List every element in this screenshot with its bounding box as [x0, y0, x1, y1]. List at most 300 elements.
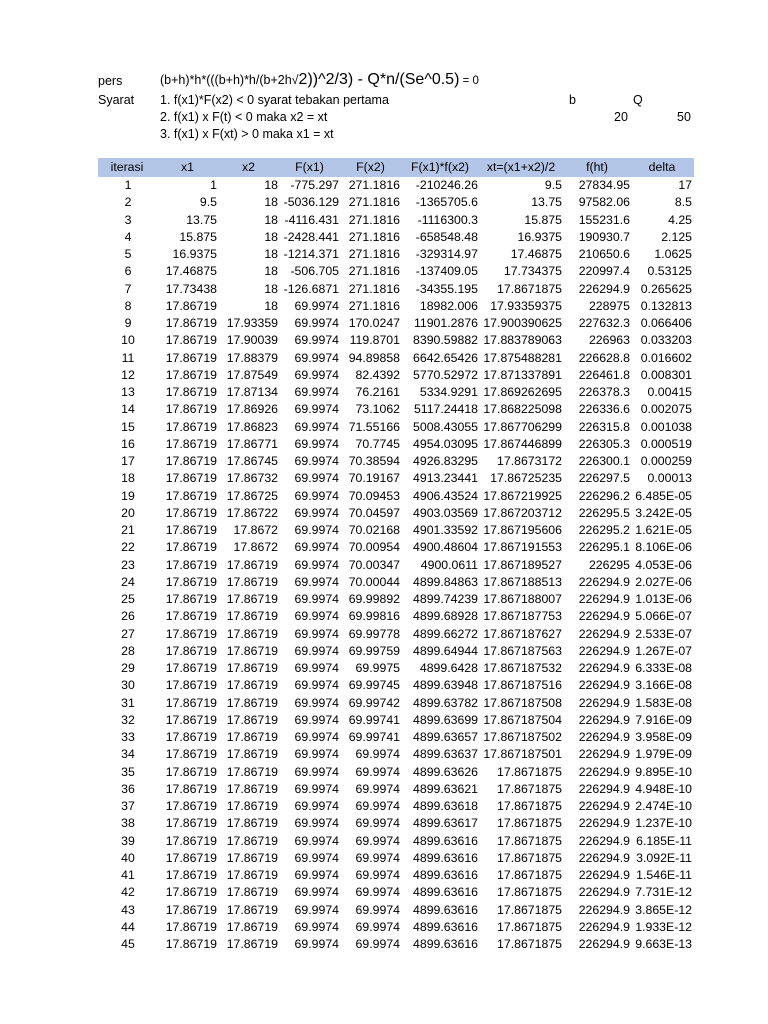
- table-cell: 17.8671875: [497, 764, 562, 779]
- pers-label: pers: [98, 74, 123, 88]
- table-cell: 17.869262695: [483, 385, 562, 400]
- table-cell: 18: [264, 264, 278, 279]
- table-row: [98, 298, 694, 315]
- table-cell: 17.86719: [165, 764, 217, 779]
- table-cell: 70.04597: [348, 505, 400, 520]
- table-row: [98, 902, 694, 919]
- table-cell: 4899.63621: [413, 781, 478, 796]
- table-row: [98, 815, 694, 832]
- table-cell: 69.9974: [355, 799, 400, 814]
- table-cell: 69.9974: [294, 695, 339, 710]
- table-cell: 17.86926: [226, 402, 278, 417]
- table-cell: 70.00347: [348, 557, 400, 572]
- table-cell: 17.86719: [226, 902, 278, 917]
- table-cell: 226294.9: [578, 799, 630, 814]
- table-cell: 21: [121, 523, 135, 538]
- table-cell: 17.86719: [165, 592, 217, 607]
- table-cell: 17.86719: [165, 609, 217, 624]
- table-cell: 4899.63626: [413, 764, 478, 779]
- table-cell: 15.875: [179, 229, 217, 244]
- table-row: [98, 574, 694, 591]
- table-cell: 69.9974: [294, 919, 339, 934]
- table-cell: 17.87549: [226, 367, 278, 382]
- table-cell: 226294.9: [578, 281, 630, 296]
- table-row: [98, 263, 694, 280]
- table-cell: 226294.9: [578, 643, 630, 658]
- table-cell: 69.9974: [294, 540, 339, 555]
- table-row: [98, 350, 694, 367]
- table-cell: 226628.8: [578, 350, 630, 365]
- table-cell: 4899.63616: [413, 868, 478, 883]
- table-cell: 226294.9: [578, 902, 630, 917]
- table-cell: 6.333E-08: [635, 661, 692, 676]
- table-cell: 3.092E-11: [636, 850, 692, 865]
- table-cell: 17.86719: [226, 799, 278, 814]
- table-cell: 17.86719: [165, 661, 217, 676]
- table-row: [98, 919, 694, 936]
- table-cell: 42: [121, 885, 135, 900]
- table-cell: 17.86719: [165, 799, 217, 814]
- table-cell: 0.000519: [640, 436, 692, 451]
- table-row: [98, 194, 694, 211]
- table-cell: -137409.05: [415, 264, 478, 279]
- table-header-row: [98, 158, 694, 177]
- table-cell: 1.237E-10: [635, 816, 692, 831]
- table-cell: -506.705: [290, 264, 339, 279]
- table-cell: 13.75: [531, 195, 562, 210]
- table-cell: 226294.9: [578, 816, 630, 831]
- table-cell: 17.86823: [226, 419, 278, 434]
- table-cell: 17.86719: [165, 643, 217, 658]
- table-cell: 17.867188513: [483, 574, 562, 589]
- table-cell: 17.867187502: [483, 730, 562, 745]
- table-cell: 17.867706299: [483, 419, 562, 434]
- table-cell: 4899.63948: [413, 678, 478, 693]
- table-row: [98, 884, 694, 901]
- table-cell: 17.86719: [165, 730, 217, 745]
- table-row: [98, 401, 694, 418]
- table-cell: 18: [121, 471, 135, 486]
- table-cell: 1.546E-11: [636, 868, 692, 883]
- bisection-table: [98, 158, 694, 953]
- table-cell: 70.7745: [355, 436, 400, 451]
- table-cell: 17.86719: [165, 626, 217, 641]
- table-row: [98, 177, 694, 194]
- table-cell: 0.001038: [640, 419, 692, 434]
- table-cell: 4899.63616: [413, 919, 478, 934]
- table-row: [98, 643, 694, 660]
- table-row: [98, 367, 694, 384]
- table-cell: 69.9974: [355, 764, 400, 779]
- formula-part-3: = 0: [459, 75, 479, 87]
- table-cell: 17.86719: [226, 712, 278, 727]
- table-cell: 17.86719: [165, 298, 217, 313]
- table-cell: 69.99778: [348, 626, 400, 641]
- table-cell: 4899.63616: [413, 850, 478, 865]
- table-cell: 226305.3: [578, 436, 630, 451]
- table-cell: 9.895E-10: [635, 764, 692, 779]
- table-row: [98, 608, 694, 625]
- table-cell: 271.1816: [348, 178, 400, 193]
- table-cell: 17.867195606: [483, 523, 562, 538]
- table-cell: 4913.23441: [413, 471, 478, 486]
- rule-1: 1. f(x1)*F(x2) < 0 syarat tebakan pertama: [160, 93, 389, 107]
- table-cell: 27: [121, 626, 135, 641]
- table-cell: 17.86719: [226, 747, 278, 762]
- table-cell: 17.867187504: [483, 712, 562, 727]
- table-row: [98, 936, 694, 953]
- table-cell: 69.99741: [348, 730, 400, 745]
- table-cell: 17.867187627: [483, 626, 562, 641]
- table-cell: 17.86719: [226, 609, 278, 624]
- table-cell: 69.9974: [294, 471, 339, 486]
- column-header: F(x1): [280, 158, 341, 177]
- table-cell: 11: [121, 350, 135, 365]
- table-cell: 271.1816: [348, 264, 400, 279]
- table-cell: 19: [121, 488, 135, 503]
- table-cell: 70.00954: [348, 540, 400, 555]
- q-value: 50: [677, 110, 691, 124]
- table-cell: 24: [121, 574, 135, 589]
- table-cell: 32: [121, 712, 135, 727]
- table-cell: -2428.441: [283, 229, 339, 244]
- table-row: [98, 677, 694, 694]
- table-row: [98, 867, 694, 884]
- table-cell: 17.86719: [165, 367, 217, 382]
- table-cell: 226294.9: [578, 661, 630, 676]
- formula-part-2: 2))^2/3) - Q*n/(Se^0.5): [298, 71, 460, 88]
- table-cell: 17.86719: [165, 781, 217, 796]
- table-cell: 4899.63782: [413, 695, 478, 710]
- table-cell: 226294.9: [578, 695, 630, 710]
- table-cell: 3.865E-12: [635, 902, 692, 917]
- table-cell: 4900.48604: [413, 540, 478, 555]
- table-cell: 17.8671875: [497, 850, 562, 865]
- table-cell: 17.46875: [510, 247, 562, 262]
- table-cell: 17.867187532: [483, 661, 562, 676]
- table-cell: 35: [121, 764, 135, 779]
- table-cell: 10: [121, 333, 135, 348]
- table-cell: 17.867187516: [483, 678, 562, 693]
- table-cell: 17.87134: [226, 385, 278, 400]
- table-cell: 13.75: [186, 212, 217, 227]
- table-cell: 16.9375: [517, 229, 562, 244]
- column-header: x1: [158, 158, 219, 177]
- b-label: b: [569, 93, 576, 107]
- table-cell: 9.5: [199, 195, 217, 210]
- table-cell: -4116.431: [284, 212, 339, 227]
- column-header: x2: [219, 158, 280, 177]
- table-cell: 69.9974: [294, 730, 339, 745]
- table-cell: 0.066406: [640, 316, 692, 331]
- table-row: [98, 798, 694, 815]
- table-cell: 7.731E-12: [635, 885, 692, 900]
- table-cell: 6.485E-05: [635, 488, 692, 503]
- table-cell: 69.9974: [294, 609, 339, 624]
- column-header: delta: [632, 158, 694, 177]
- table-row: [98, 470, 694, 487]
- table-cell: 17.86719: [165, 436, 217, 451]
- table-cell: 69.9974: [355, 833, 400, 848]
- table-cell: 226294.9: [578, 919, 630, 934]
- table-row: [98, 384, 694, 401]
- table-cell: -775.297: [290, 178, 339, 193]
- table-cell: 17.86719: [165, 937, 217, 952]
- table-row: [98, 315, 694, 332]
- table-cell: 226295.2: [578, 523, 630, 538]
- table-cell: 0.132813: [640, 298, 692, 313]
- table-cell: 226295.1: [578, 540, 630, 555]
- table-cell: 18982.006: [419, 298, 478, 313]
- table-cell: 36: [121, 781, 135, 796]
- table-cell: 17.86719: [165, 678, 217, 693]
- table-cell: 71.55166: [348, 419, 400, 434]
- table-cell: 17.867191553: [483, 540, 562, 555]
- table-cell: 5: [124, 247, 132, 262]
- table-cell: 17.86719: [165, 454, 217, 469]
- table-cell: 18: [264, 229, 278, 244]
- table-cell: 38: [121, 816, 135, 831]
- table-cell: 13: [121, 385, 135, 400]
- table-cell: 70.19167: [348, 471, 400, 486]
- table-cell: -329314.97: [415, 247, 478, 262]
- table-row: [98, 505, 694, 522]
- table-cell: -1214.371: [283, 247, 339, 262]
- table-cell: 69.9974: [294, 678, 339, 693]
- table-cell: 17.86719: [226, 626, 278, 641]
- table-cell: 8.5: [674, 195, 692, 210]
- table-cell: 17.8671875: [497, 902, 562, 917]
- table-cell: 226294.9: [578, 764, 630, 779]
- table-row: [98, 712, 694, 729]
- column-header: F(x2): [341, 158, 402, 177]
- table-cell: 0.00415: [647, 385, 692, 400]
- table-cell: 94.89858: [348, 350, 400, 365]
- table-cell: 226336.6: [578, 402, 630, 417]
- table-cell: 5770.52972: [413, 367, 478, 382]
- table-row: [98, 781, 694, 798]
- table-cell: 17.8672: [233, 540, 278, 555]
- table-cell: 0.00013: [647, 471, 692, 486]
- table-cell: 73.1062: [355, 402, 400, 417]
- table-cell: 17.86719: [165, 316, 217, 331]
- table-cell: -210246.26: [415, 178, 478, 193]
- table-cell: 17.8671875: [497, 799, 562, 814]
- table-cell: 9.663E-13: [635, 937, 692, 952]
- table-cell: 2.533E-07: [635, 626, 692, 641]
- table-cell: 17.867219925: [483, 488, 562, 503]
- column-header: xt=(x1+x2)/2: [480, 158, 564, 177]
- table-cell: -5036.129: [283, 195, 339, 210]
- table-cell: 41: [121, 868, 135, 883]
- table-cell: 97582.06: [578, 195, 630, 210]
- table-cell: 25: [121, 592, 135, 607]
- table-row: [98, 833, 694, 850]
- table-cell: 226294.9: [578, 730, 630, 745]
- table-cell: 17.8673172: [497, 454, 562, 469]
- table-cell: 17.8671875: [497, 885, 562, 900]
- table-cell: 29: [121, 661, 135, 676]
- table-cell: 44: [121, 919, 135, 934]
- table-cell: 17.871337891: [483, 367, 562, 382]
- table-row: [98, 539, 694, 556]
- table-cell: 226315.8: [578, 419, 630, 434]
- table-cell: 69.99745: [348, 678, 400, 693]
- table-cell: 228975: [588, 298, 630, 313]
- table-cell: 16.9375: [172, 247, 217, 262]
- table-cell: 1.979E-09: [635, 747, 692, 762]
- table-cell: 18: [264, 212, 278, 227]
- table-cell: 17.8672: [233, 523, 278, 538]
- table-cell: 155231.6: [578, 212, 630, 227]
- table-cell: 3.958E-09: [635, 730, 692, 745]
- table-cell: 2: [124, 195, 132, 210]
- table-cell: 17.875488281: [483, 350, 562, 365]
- table-cell: 17.86719: [226, 661, 278, 676]
- table-cell: 17.8671875: [497, 281, 562, 296]
- table-cell: 17.86719: [226, 781, 278, 796]
- table-cell: 220997.4: [578, 264, 630, 279]
- table-cell: 17.86719: [165, 505, 217, 520]
- table-cell: 271.1816: [348, 298, 400, 313]
- table-cell: 69.9974: [355, 937, 400, 952]
- table-cell: 20: [121, 505, 135, 520]
- table-cell: 5334.9291: [419, 385, 478, 400]
- table-cell: 226297.5: [578, 471, 630, 486]
- table-cell: 69.9974: [294, 712, 339, 727]
- table-cell: 17.86719: [165, 868, 217, 883]
- table-cell: 17.86719: [226, 919, 278, 934]
- table-cell: 17.86732: [226, 471, 278, 486]
- column-header: F(x1)*f(x2): [402, 158, 480, 177]
- table-cell: 17.86719: [165, 540, 217, 555]
- table-cell: 69.99742: [348, 695, 400, 710]
- table-cell: 5117.24418: [413, 402, 478, 417]
- table-cell: 17.86719: [165, 747, 217, 762]
- table-cell: 4899.63616: [413, 833, 478, 848]
- table-cell: -1365705.6: [415, 195, 478, 210]
- table-cell: -34355.195: [415, 281, 478, 296]
- table-cell: 69.9974: [355, 885, 400, 900]
- table-cell: 17.86719: [165, 919, 217, 934]
- table-cell: 70.38594: [348, 454, 400, 469]
- table-row: [98, 626, 694, 643]
- table-cell: 6.185E-11: [636, 833, 692, 848]
- table-cell: 69.99816: [348, 609, 400, 624]
- table-cell: 69.9974: [355, 868, 400, 883]
- rule-3: 3. f(x1) x F(xt) > 0 maka x1 = xt: [160, 127, 334, 141]
- table-cell: 43: [121, 902, 135, 917]
- table-cell: 0.008301: [640, 367, 692, 382]
- table-cell: 22: [121, 540, 135, 555]
- table-cell: 17.867189527: [483, 557, 562, 572]
- table-cell: 4899.63616: [413, 885, 478, 900]
- table-cell: 1.621E-05: [635, 523, 692, 538]
- table-cell: 17.86719: [226, 885, 278, 900]
- table-cell: 17.86719: [226, 937, 278, 952]
- table-cell: 226294.9: [578, 833, 630, 848]
- table-cell: 4899.63637: [413, 747, 478, 762]
- table-cell: 69.9974: [294, 488, 339, 503]
- table-cell: 69.9974: [294, 643, 339, 658]
- table-cell: 18: [264, 178, 278, 193]
- table-cell: 17.86719: [165, 488, 217, 503]
- table-row: [98, 850, 694, 867]
- table-cell: 17.734375: [503, 264, 562, 279]
- table-cell: 70.02168: [348, 523, 400, 538]
- table-cell: 17.93359375: [490, 298, 562, 313]
- table-cell: 70.09453: [348, 488, 400, 503]
- table-row: [98, 764, 694, 781]
- table-cell: -658548.48: [415, 229, 478, 244]
- table-cell: 17.86719: [165, 402, 217, 417]
- table-cell: 17.86719: [226, 833, 278, 848]
- table-cell: 5008.43055: [413, 419, 478, 434]
- table-cell: 226294.9: [578, 747, 630, 762]
- table-row: [98, 212, 694, 229]
- table-cell: 15: [121, 419, 135, 434]
- table-cell: 4901.33592: [413, 523, 478, 538]
- table-cell: 76.2161: [355, 385, 400, 400]
- table-cell: 17.73438: [165, 281, 217, 296]
- table-cell: 17.86771: [226, 436, 278, 451]
- equation-formula: [160, 71, 479, 90]
- table-cell: 1.933E-12: [635, 919, 692, 934]
- table-cell: 4899.64944: [413, 643, 478, 658]
- table-cell: 69.99741: [348, 712, 400, 727]
- table-cell: 17.86719: [226, 592, 278, 607]
- table-cell: 69.9975: [355, 661, 400, 676]
- table-cell: 1.267E-07: [635, 643, 692, 658]
- table-cell: 1.013E-06: [635, 592, 692, 607]
- table-cell: 23: [121, 557, 135, 572]
- table-cell: 17.8671875: [497, 868, 562, 883]
- table-cell: 17.86719: [165, 350, 217, 365]
- table-cell: 17.8671875: [497, 937, 562, 952]
- table-cell: 69.9974: [355, 747, 400, 762]
- table-cell: 271.1816: [348, 229, 400, 244]
- table-row: [98, 660, 694, 677]
- table-cell: 190930.7: [578, 229, 630, 244]
- table-cell: 6642.65426: [413, 350, 478, 365]
- table-cell: 69.9974: [294, 868, 339, 883]
- table-cell: 5.066E-07: [635, 609, 692, 624]
- table-row: [98, 695, 694, 712]
- table-cell: 17.8671875: [497, 816, 562, 831]
- table-cell: 3.166E-08: [635, 678, 692, 693]
- table-cell: 69.99759: [348, 643, 400, 658]
- table-cell: 28: [121, 643, 135, 658]
- table-row: [98, 488, 694, 505]
- column-header: f(ht): [564, 158, 632, 177]
- table-row: [98, 229, 694, 246]
- table-cell: 271.1816: [348, 247, 400, 262]
- table-cell: 17.86719: [165, 419, 217, 434]
- table-cell: 17.86719: [226, 730, 278, 745]
- table-row: [98, 729, 694, 746]
- table-cell: 0.000259: [640, 454, 692, 469]
- table-cell: 69.9974: [294, 592, 339, 607]
- table-cell: 17.86719: [165, 574, 217, 589]
- table-cell: 4899.63699: [413, 712, 478, 727]
- table-cell: 9: [124, 316, 132, 331]
- table-cell: 17.867187753: [483, 609, 562, 624]
- table-cell: 3.242E-05: [635, 505, 692, 520]
- table-cell: 271.1816: [348, 281, 400, 296]
- table-cell: 40: [121, 850, 135, 865]
- table-row: [98, 591, 694, 608]
- table-cell: 17.46875: [165, 264, 217, 279]
